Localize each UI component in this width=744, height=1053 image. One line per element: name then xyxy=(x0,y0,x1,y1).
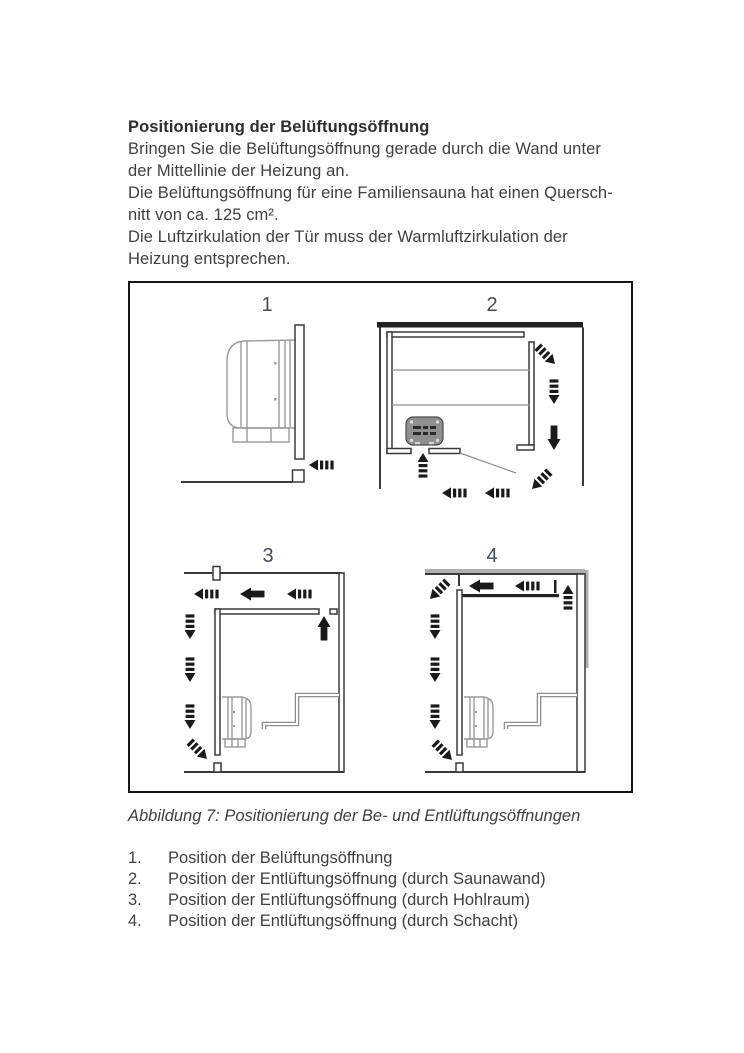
airflow-arrow xyxy=(418,453,429,478)
airflow-arrow xyxy=(563,585,574,610)
airflow-arrow xyxy=(485,488,510,499)
airflow-arrow xyxy=(240,588,265,601)
airflow-arrow xyxy=(185,657,196,682)
list-item-text: Position der Entlüftungsöffnung (durch Saunawand) xyxy=(168,870,546,888)
page-title: Positionierung der Belüftungsöffnung xyxy=(128,118,430,136)
heater-side-icon xyxy=(227,340,295,442)
airflow-arrow xyxy=(287,589,312,600)
bench xyxy=(264,695,339,729)
body-line: Bringen Sie die Belüftungsöffnung gerade durch die Wand unter xyxy=(128,140,602,158)
airflow-arrow xyxy=(534,343,559,368)
diagram-1-supply-opening xyxy=(181,325,334,482)
list-item-number: 2. xyxy=(128,870,142,888)
sauna-wall xyxy=(295,325,304,459)
airflow-arrow xyxy=(515,581,540,592)
diagram-label-4: 4 xyxy=(486,545,498,567)
body-line: der Mittellinie der Heizung an. xyxy=(128,162,350,180)
heater-side-icon xyxy=(222,697,251,747)
list-item-number: 1. xyxy=(128,849,142,867)
sauna-room xyxy=(456,590,463,772)
figure-frame xyxy=(128,281,633,793)
airflow-arrow xyxy=(318,616,331,641)
diagram-3-exhaust-cavity xyxy=(184,567,344,773)
list-item xyxy=(128,848,648,869)
airflow-arrow xyxy=(528,468,553,493)
list-item-number: 3. xyxy=(128,891,142,909)
airflow-arrow xyxy=(430,657,441,682)
heater-side-icon xyxy=(464,697,493,747)
list-item xyxy=(128,911,648,932)
diagram-2-exhaust-saunawall xyxy=(377,322,583,499)
vent-opening xyxy=(214,763,221,772)
list-item xyxy=(128,869,648,890)
airflow-arrow xyxy=(430,614,441,639)
body-text xyxy=(128,116,633,270)
airflow-arrow xyxy=(431,739,456,764)
airflow-arrow xyxy=(309,460,334,471)
diagram-4-exhaust-duct xyxy=(425,569,589,772)
airflow-arrow xyxy=(185,614,196,639)
airflow-arrow xyxy=(549,379,560,404)
list-item-text: Position der Entlüftungsöffnung (durch Hohlraum) xyxy=(168,891,530,909)
airflow-arrow xyxy=(194,589,219,600)
airflow-arrow xyxy=(442,488,467,499)
outer-wall-gray xyxy=(425,569,585,574)
body-line: Heizung entsprechen. xyxy=(128,250,291,268)
outer-wall xyxy=(577,574,585,772)
duct-opening-edge xyxy=(554,580,557,593)
list-item-number: 4. xyxy=(128,912,142,930)
body-line: nitt von ca. 125 cm². xyxy=(128,206,279,224)
figure-diagram xyxy=(130,283,631,791)
airflow-arrow xyxy=(469,580,494,593)
airflow-arrow xyxy=(548,426,561,451)
diagram-label-2: 2 xyxy=(486,294,498,316)
door-swing-line xyxy=(460,453,516,473)
list-item-text: Position der Entlüftungsöffnung (durch Schacht) xyxy=(168,912,519,930)
diagram-label-1: 1 xyxy=(261,294,273,316)
figure-caption: Abbildung 7: Positionierung der Be- und Entlüftungsöffnungen xyxy=(128,807,581,825)
vent-opening xyxy=(456,763,463,772)
vent-opening xyxy=(293,470,305,482)
body-line: Die Luftzirkulation der Tür muss der Warmluftzirkulation der xyxy=(128,228,568,246)
airflow-arrow xyxy=(426,578,451,603)
bench xyxy=(506,695,577,729)
airflow-arrow xyxy=(185,704,196,729)
legend-list xyxy=(128,848,648,932)
airflow-arrow xyxy=(186,738,211,763)
diagram-label-3: 3 xyxy=(262,545,274,567)
list-item-text: Position der Belüftungsöffnung xyxy=(168,849,393,867)
heater-top-icon xyxy=(406,417,443,445)
airflow-arrow xyxy=(430,704,441,729)
body-line: Die Belüftungsöffnung für eine Familiensauna hat einen Quersch- xyxy=(128,184,613,202)
ceiling-vent-opening xyxy=(213,567,220,581)
duct-bottom xyxy=(460,594,559,597)
outer-wall xyxy=(339,573,344,772)
outer-wall xyxy=(377,322,583,328)
list-item xyxy=(128,890,648,911)
